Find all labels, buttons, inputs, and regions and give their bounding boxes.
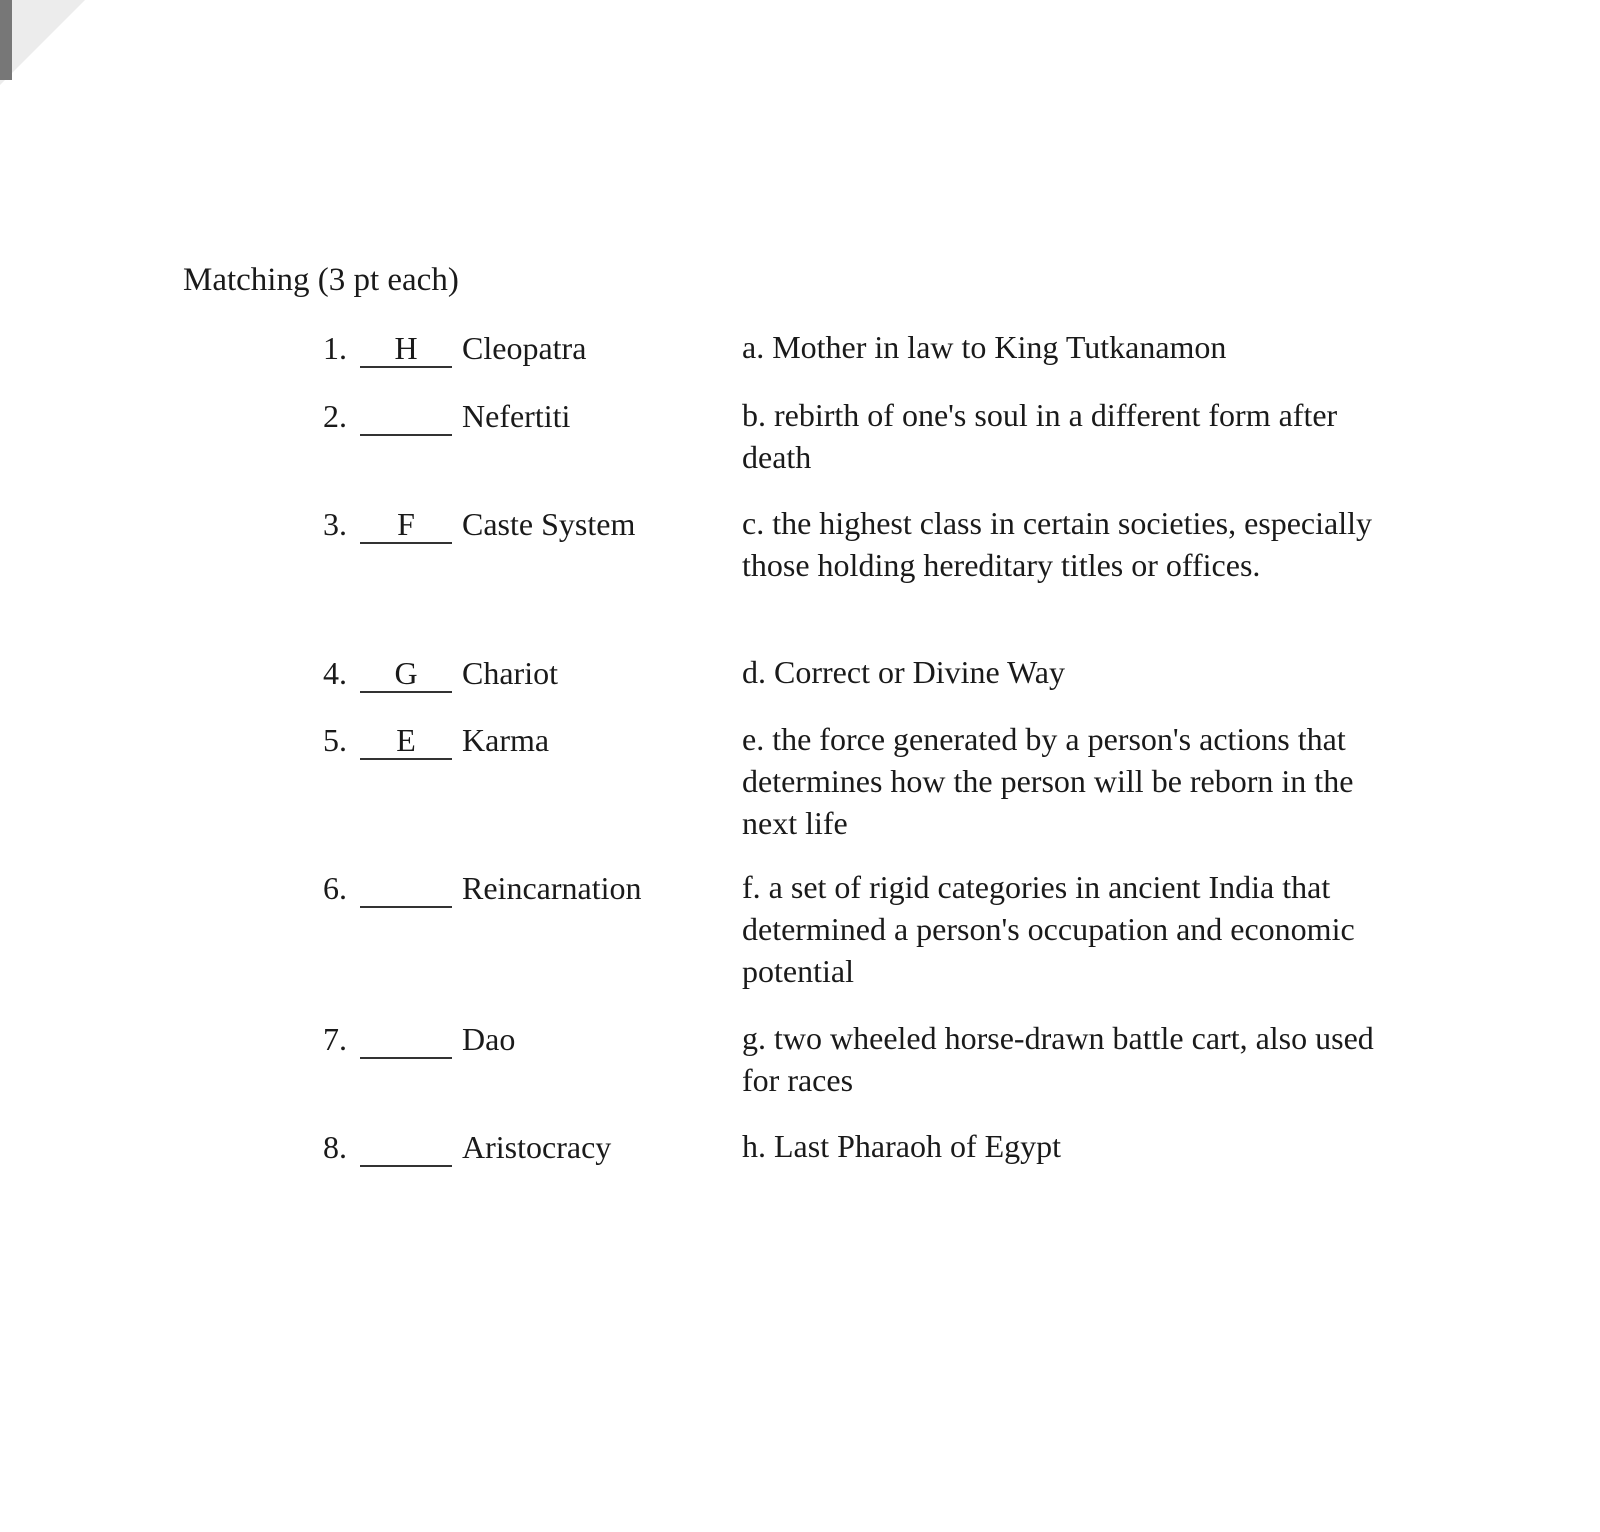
item-number: 8. xyxy=(323,1129,347,1165)
item-number: 5. xyxy=(323,722,347,758)
answer-blank[interactable] xyxy=(360,398,452,436)
term: Aristocracy xyxy=(462,1129,612,1165)
definition: b. rebirth of one's soul in a different form after death xyxy=(742,397,1338,475)
answer-blank[interactable]: G xyxy=(360,655,452,693)
definition: c. the highest class in certain societies, especially those holding hereditary titles or offices. xyxy=(742,505,1372,583)
answer-blank[interactable] xyxy=(360,870,452,908)
term: Caste System xyxy=(462,506,636,542)
definition: g. two wheeled horse-drawn battle cart, also used for races xyxy=(742,1020,1374,1098)
term: Karma xyxy=(462,722,550,758)
answer-blank[interactable]: E xyxy=(360,722,452,760)
definition: a. Mother in law to King Tutkanamon xyxy=(742,329,1227,365)
definition: f. a set of rigid categories in ancient India that determined a person's occupation and economic potential xyxy=(742,869,1355,989)
answer-blank[interactable] xyxy=(360,1129,452,1167)
item-number: 7. xyxy=(323,1021,347,1057)
term: Dao xyxy=(462,1021,516,1057)
term: Reincarnation xyxy=(462,870,642,906)
term: Cleopatra xyxy=(462,330,587,366)
item-number: 3. xyxy=(323,506,347,542)
scan-edge-shadow xyxy=(0,0,12,80)
answer-blank[interactable]: H xyxy=(360,330,452,368)
section-title: Matching (3 pt each) xyxy=(183,262,459,298)
folded-page-corner xyxy=(0,0,85,85)
item-number: 2. xyxy=(323,398,347,434)
item-number: 6. xyxy=(323,870,347,906)
item-number: 1. xyxy=(323,330,347,366)
answer-blank[interactable] xyxy=(360,1021,452,1059)
definition: d. Correct or Divine Way xyxy=(742,654,1065,690)
item-number: 4. xyxy=(323,655,347,691)
answer-blank[interactable]: F xyxy=(360,506,452,544)
definition: h. Last Pharaoh of Egypt xyxy=(742,1128,1062,1164)
term: Chariot xyxy=(462,655,558,691)
term: Nefertiti xyxy=(462,398,571,434)
definition: e. the force generated by a person's actions that determines how the person will be reborn in the next life xyxy=(742,721,1354,841)
